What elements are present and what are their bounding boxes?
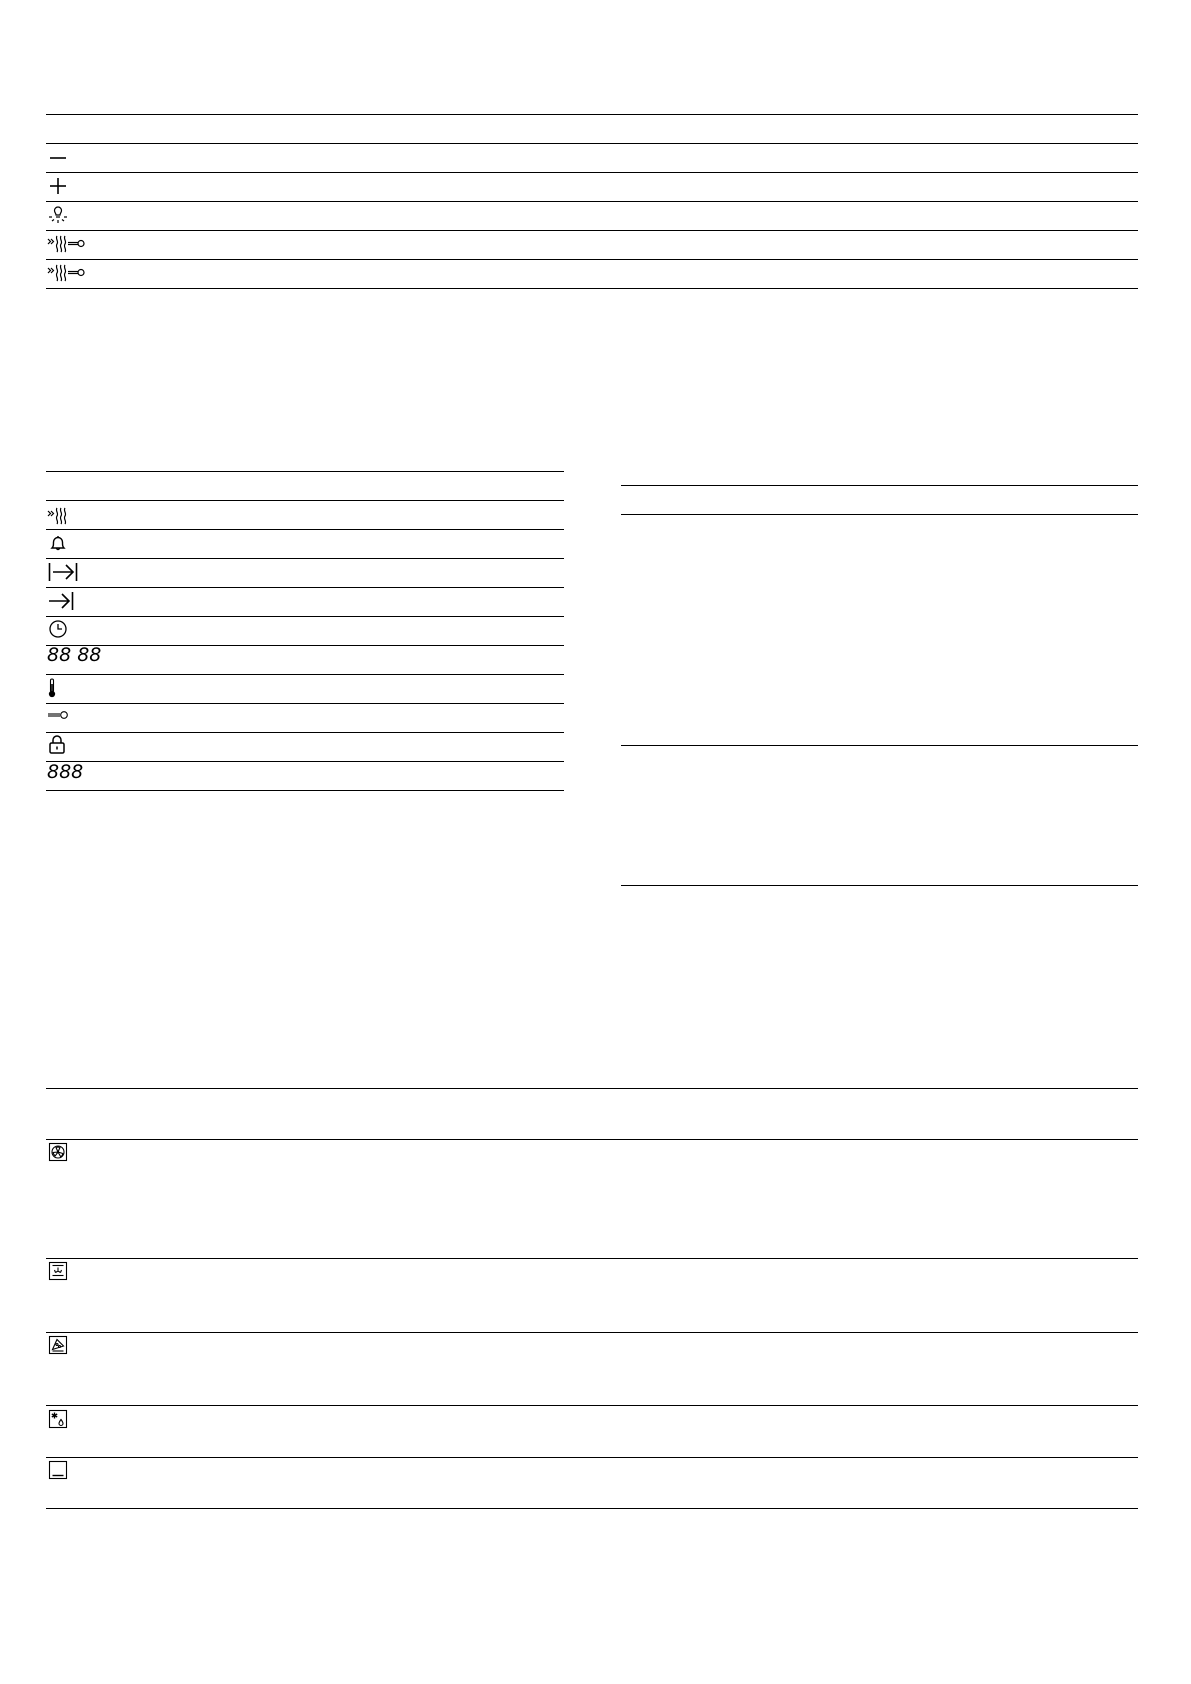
pizza-setting-icon xyxy=(49,1336,67,1354)
table-rule xyxy=(46,587,564,588)
temperature-display-icon: 888 xyxy=(47,761,84,783)
table-rule xyxy=(46,1332,1138,1333)
table-rule xyxy=(46,1508,1138,1509)
table-rule xyxy=(46,645,564,646)
table-rule xyxy=(46,674,564,675)
table-rule xyxy=(46,1405,1138,1406)
minus-icon xyxy=(49,150,67,166)
table-rule xyxy=(46,732,564,733)
defrost-icon xyxy=(49,1410,67,1428)
table-rule xyxy=(46,288,1138,289)
table-rule xyxy=(46,172,1138,173)
clock-icon xyxy=(48,619,68,639)
table-rule xyxy=(46,790,564,791)
table-rule xyxy=(46,230,1138,231)
table-rule xyxy=(46,616,564,617)
hot-air-fan-icon xyxy=(49,1143,67,1161)
childproof-lock-key-icon xyxy=(47,708,69,722)
table-rule xyxy=(46,761,564,762)
rapid-heat-key-icon xyxy=(47,262,87,282)
table-rule xyxy=(46,1457,1138,1458)
table-rule xyxy=(621,514,1138,515)
thermometer-icon xyxy=(48,678,56,698)
table-rule xyxy=(46,1258,1138,1259)
rapid-heat-icon xyxy=(47,505,71,525)
table-rule xyxy=(621,885,1138,886)
end-time-icon xyxy=(48,591,74,611)
top-bottom-heat-icon xyxy=(49,1262,67,1280)
time-display-icon: 88 88 xyxy=(47,644,102,666)
plus-icon xyxy=(49,177,67,195)
duration-icon xyxy=(48,562,78,582)
oven-light-icon xyxy=(48,205,68,225)
rapid-heat-key-icon xyxy=(47,233,87,253)
table-rule xyxy=(46,703,564,704)
table-rule xyxy=(46,259,1138,260)
bottom-heat-icon xyxy=(49,1461,67,1479)
table-rule xyxy=(621,745,1138,746)
table-rule xyxy=(46,143,1138,144)
table-rule xyxy=(46,201,1138,202)
table-rule xyxy=(46,529,564,530)
table-rule xyxy=(46,114,1138,115)
timer-bell-icon xyxy=(48,533,68,553)
table-rule xyxy=(46,500,564,501)
table-rule xyxy=(46,471,564,472)
table-rule xyxy=(621,485,1138,486)
table-rule xyxy=(46,1088,1138,1089)
table-rule xyxy=(46,558,564,559)
table-rule xyxy=(46,1139,1138,1140)
padlock-icon xyxy=(48,734,66,754)
